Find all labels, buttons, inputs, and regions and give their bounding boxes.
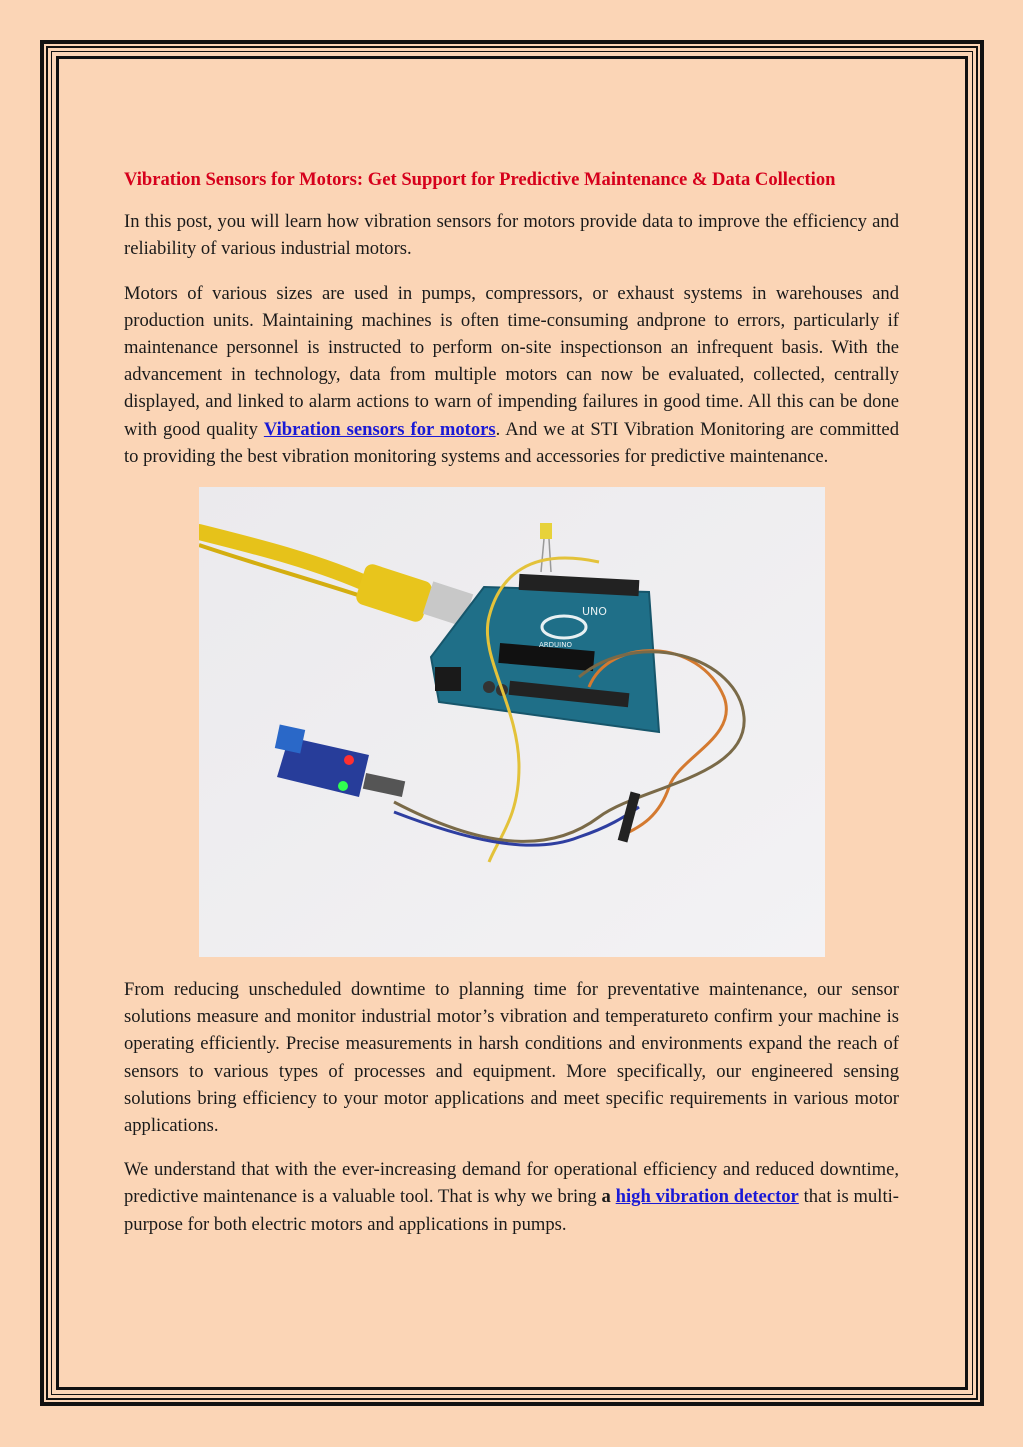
motors-paragraph-tail: . And we at STI Vibration Monitoring are committed to providing the best vibration monitoring systems and accessories for predictive maintenance. [124,418,899,467]
article [124,166,899,1255]
motors-paragraph [124,280,899,470]
arduino-photo-illustration [199,487,825,957]
detector-paragraph-text: We understand that with the ever-increasing demand for operational efficiency and reduced downtime, predictive maintenance is a valuable tool. That is why we bring [124,1159,899,1208]
article-title: Vibration Sensors for Motors: Get Support for Predictive Maintenance & Data Collection [124,169,836,190]
vibration-sensors-link[interactable]: Vibration sensors for motors [263,418,496,440]
motors-paragraph-text: Motors of various sizes are used in pumps, compressors, or exhaust systems in warehouses and production units. Maintaining machines is often time-consuming andprone to errors, particularly if maintenance personnel is instructed to perform on-site inspectionson an infrequent basis. With the advancement in technology, data from multiple motors can now be evaluated, collected, centrally displayed, and linked to alarm actions to warn of impending failures in good time. All this can be done with good quality [124,282,899,440]
board-brand-label: ARDUINO [539,641,572,650]
detector-paragraph-tail: that is multi-purpose for both electric motors and applications in pumps. [124,1186,899,1235]
arduino-sensor-photo [199,487,825,957]
detector-paragraph [124,1156,899,1238]
detector-paragraph-bold: a [601,1186,611,1208]
high-vibration-detector-link[interactable]: high vibration detector [615,1186,799,1208]
intro-paragraph: In this post, you will learn how vibration sensors for motors provide data to improve the efficiency and reliability of various industrial motors. [124,211,899,260]
solutions-paragraph: From reducing unscheduled downtime to planning time for preventative maintenance, our sensor solutions measure and monitor industrial motor’s vibration and temperatureto confirm your machine is operating efficiently. Precise measurements in harsh conditions and environments expand the reach of sensors to various types of processes and equipment. More specifically, our engineered sensing solutions bring efficiency to your motor applications and meet specific requirements in various motor applications. [124,979,899,1137]
board-uno-label: UNO [582,605,607,619]
